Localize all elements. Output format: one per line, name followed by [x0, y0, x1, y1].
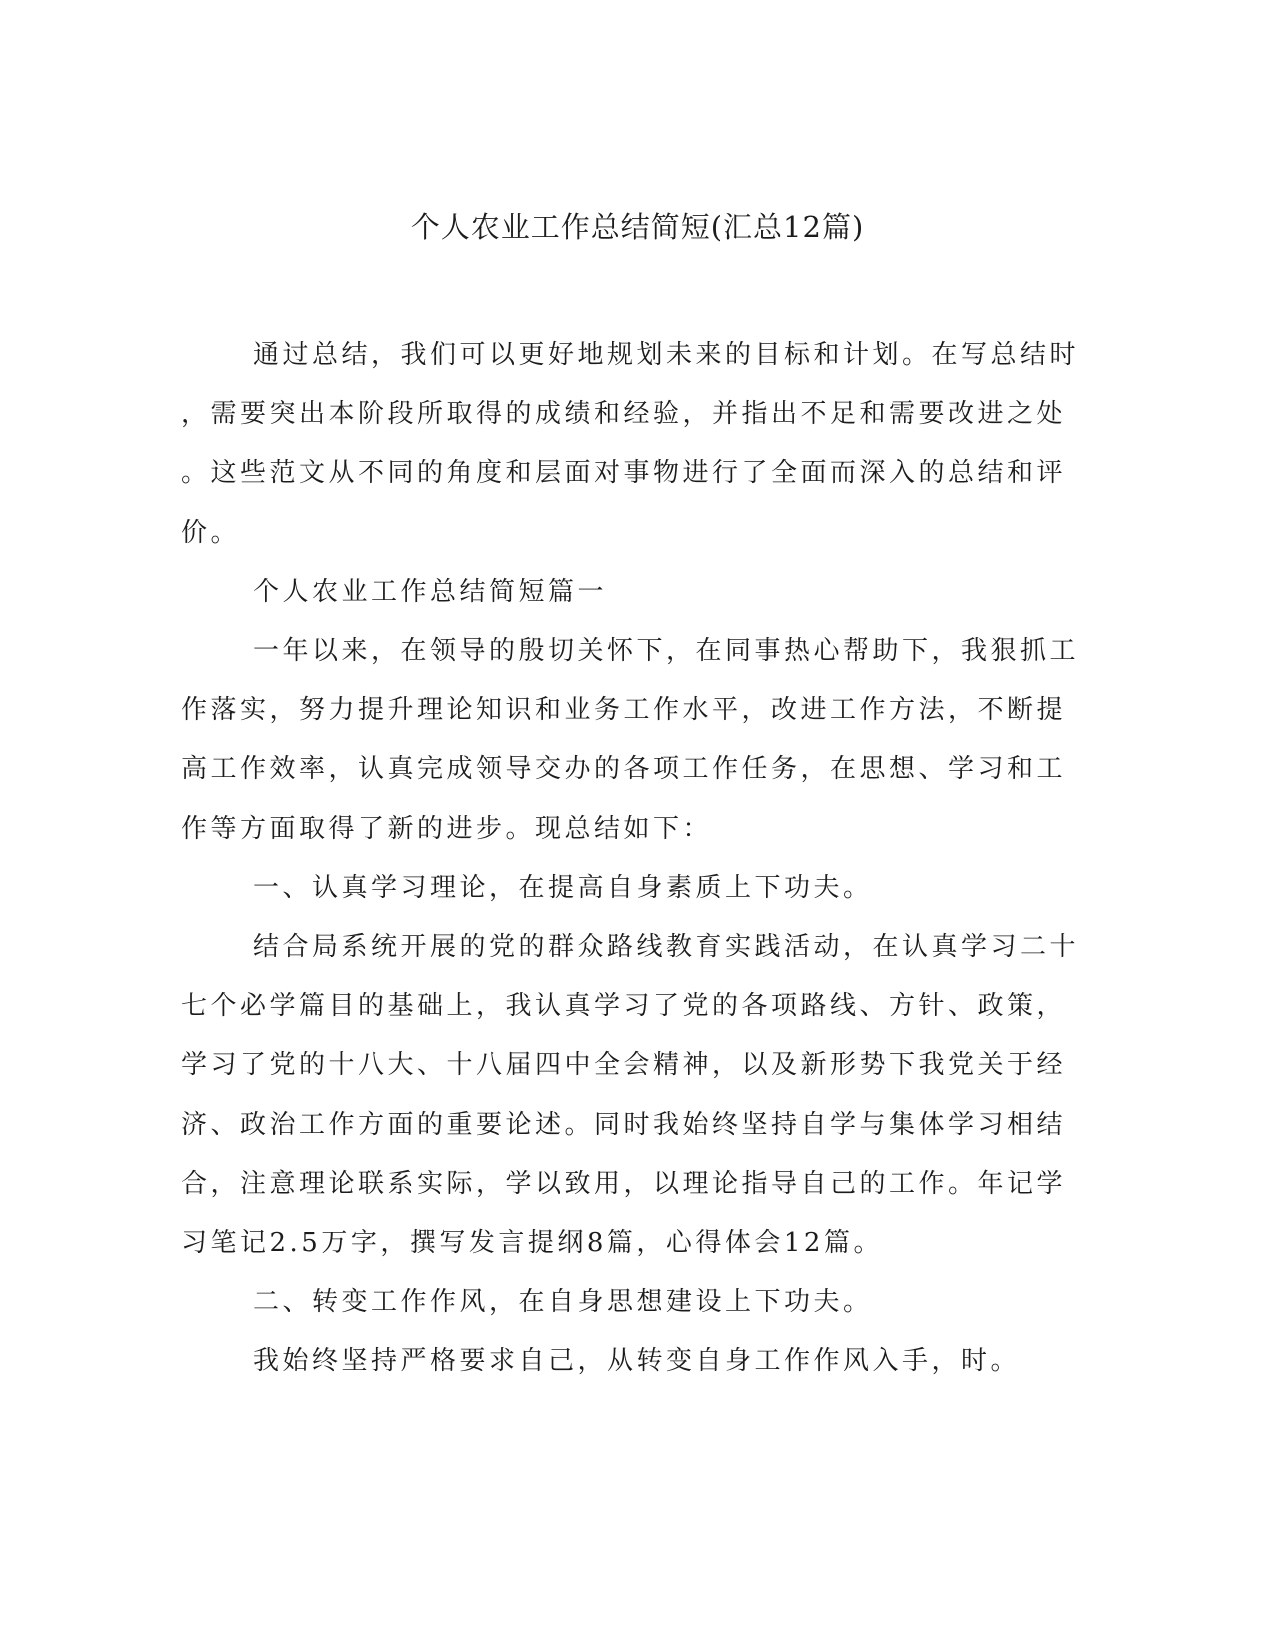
- intro-line: ，需要突出本阶段所取得的成绩和经验，并指出不足和需要改进之处: [181, 399, 1067, 430]
- paragraph-line: 结合局系统开展的党的群众路线教育实践活动，在认真学习二十: [253, 932, 1080, 963]
- paragraph-line: 七个必学篇目的基础上，我认真学习了党的各项路线、方针、政策，: [181, 991, 1067, 1022]
- paragraph-3: 我始终坚持严格要求自己，从转变自身工作作风入手，时。: [253, 1346, 1021, 1377]
- intro-line: 价。: [181, 517, 241, 548]
- paragraph-line: 济、政治工作方面的重要论述。同时我始终坚持自学与集体学习相结: [181, 1109, 1067, 1140]
- paragraph-line: 一年以来，在领导的殷切关怀下，在同事热心帮助下，我狠抓工: [253, 636, 1080, 667]
- paragraph-line: 合，注意理论联系实际，学以致用，以理论指导自己的工作。年记学: [181, 1168, 1067, 1199]
- point-heading-2: 二、转变工作作风，在自身思想建设上下功夫。: [253, 1287, 873, 1318]
- document-title: 个人农业工作总结简短(汇总12篇): [410, 210, 865, 244]
- paragraph-line: 习笔记2.5万字，撰写发言提纲8篇，心得体会12篇。: [181, 1228, 883, 1259]
- intro-line: 。这些范文从不同的角度和层面对事物进行了全面而深入的总结和评: [181, 458, 1067, 489]
- point-heading-1: 一、认真学习理论，在提高自身素质上下功夫。: [253, 872, 873, 903]
- paragraph-line: 高工作效率，认真完成领导交办的各项工作任务，在思想、学习和工: [181, 754, 1067, 785]
- intro-line: 通过总结，我们可以更好地规划未来的目标和计划。在写总结时: [253, 340, 1080, 370]
- paragraph-1: [181, 622, 1080, 859]
- paragraph-line: 学习了党的十八大、十八届四中全会精神，以及新形势下我党关于经: [181, 1050, 1067, 1081]
- document-body: [181, 326, 1080, 1392]
- paragraph-line: 作落实，努力提升理论知识和业务工作水平，改进工作方法，不断提: [181, 695, 1067, 726]
- paragraph-2: [181, 918, 1080, 1273]
- paragraph-line: 作等方面取得了新的进步。现总结如下：: [181, 813, 713, 844]
- section-heading: 个人农业工作总结简短篇一: [253, 576, 608, 607]
- intro-paragraph: [181, 326, 1080, 563]
